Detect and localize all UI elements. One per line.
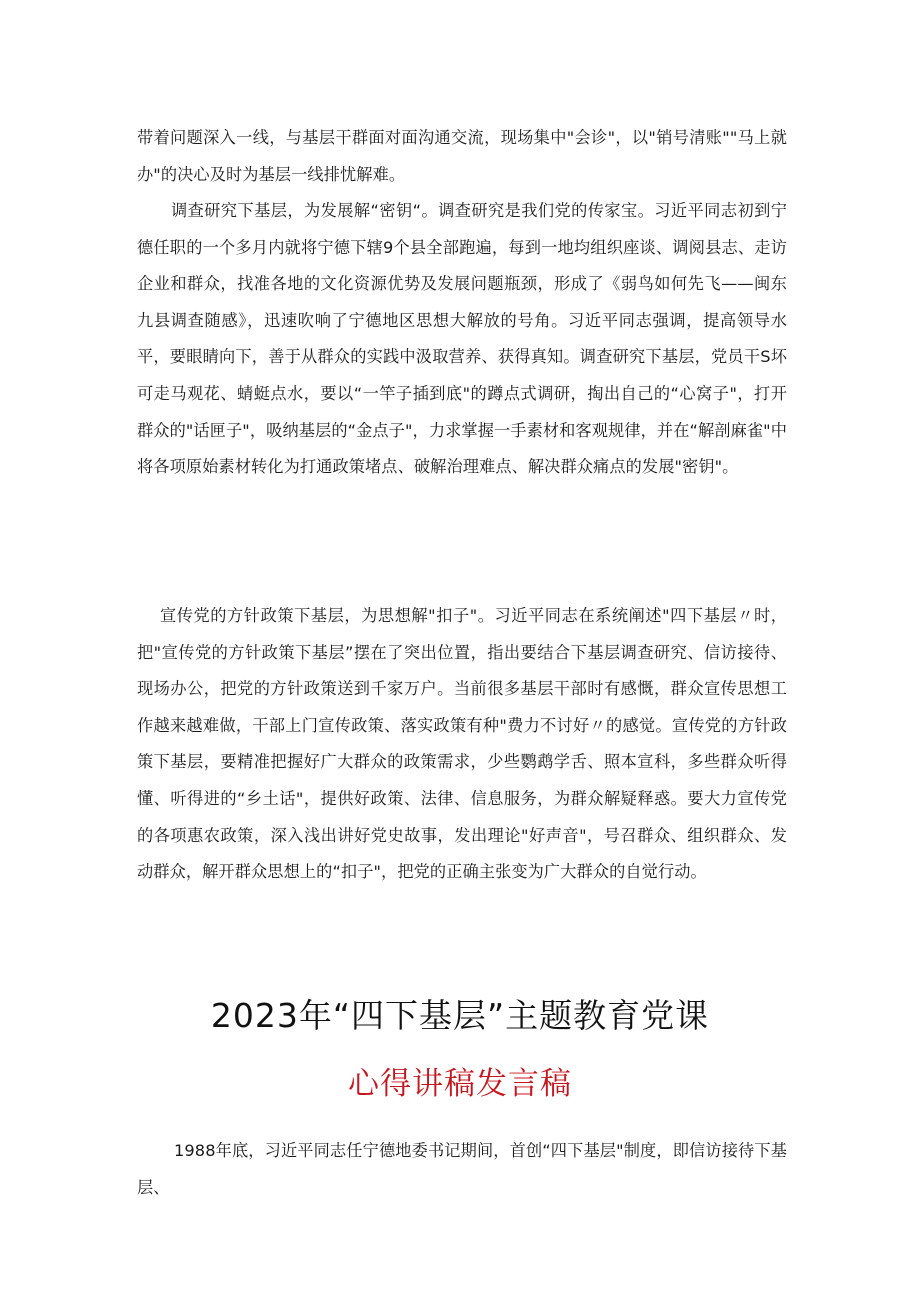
paragraph-intro: 1988年底，习近平同志任宁德地委书记期间，首创“四下基层"制度，即信访接待下基层、 <box>137 1141 787 1197</box>
document-title: 2023年“四下基层”主题教育党课 <box>210 996 710 1035</box>
paragraph-continuation: 带着问题深入一线，与基层干群面对面沟通交流，现场集中"会诊"，以"销号清账""马上就办"的决心及时为基层一线排忧解难。 <box>137 128 787 184</box>
paragraph-policy: 宣传党的方针政策下基层，为思想解"扣子"。习近平同志在系统阐述"四下基层〃时，把"宣传党的方针政策下基层”摆在了突出位置，指出要结合下基层调查研究、信访接待、现场办公，把党的方针政策送到千家万户。当前很多基层干部时有感慨，群众宣传思想工作越来越难做，干部上门宣传政策、落实政策有种"费力不讨好〃的感觉。宣传党的方针政策下基层，要精准把握好广大群众的政策需求，少些鹦鹉学舌、照本宣科，多些群众听得懂、听得进的“乡土话"，提供好政策、法律、信息服务，为群众解疑释惑。要大力宣传党的各项惠农政策，深入浅出讲好党史故事，发出理论"好声音"，号召群众、组织群众、发动群众，解开群众思想上的“扣子"，把党的正确主张变为广大群众的自觉行动。 <box>137 606 787 882</box>
paragraph-research: 调查研究下基层，为发展解“密钥“。调查研究是我们党的传家宝。习近平同志初到宁德任职的一个多月内就将宁德下辖9个县全部跑遍，每到一地均组织座谈、调阅县志、走访企业和群众，找准各地的文化资源优势及发展问题瓶颈，形成了《弱鸟如何先飞——闽东九县调查随感》，迅速吹响了宁德地区思想大解放的号角。习近平同志强调，提高领导水平，要眼睛向下，善于从群众的实践中汲取营养、获得真知。调查研究下基层，党员干S坏可走马观花、蜻蜓点水，要以“一竿子插到底"的蹲点式调研，掏出自己的“心窝子"，打开群众的"话匣子"，吸纳基层的“金点子"，力求掌握一手素材和客观规律，并在“解剖麻雀"中将各项原始素材转化为打通政策堵点、破解治理难点、解决群众痛点的发展"密钥"。 <box>137 201 787 477</box>
document-subtitle: 心得讲稿发言稿 <box>348 1066 572 1102</box>
